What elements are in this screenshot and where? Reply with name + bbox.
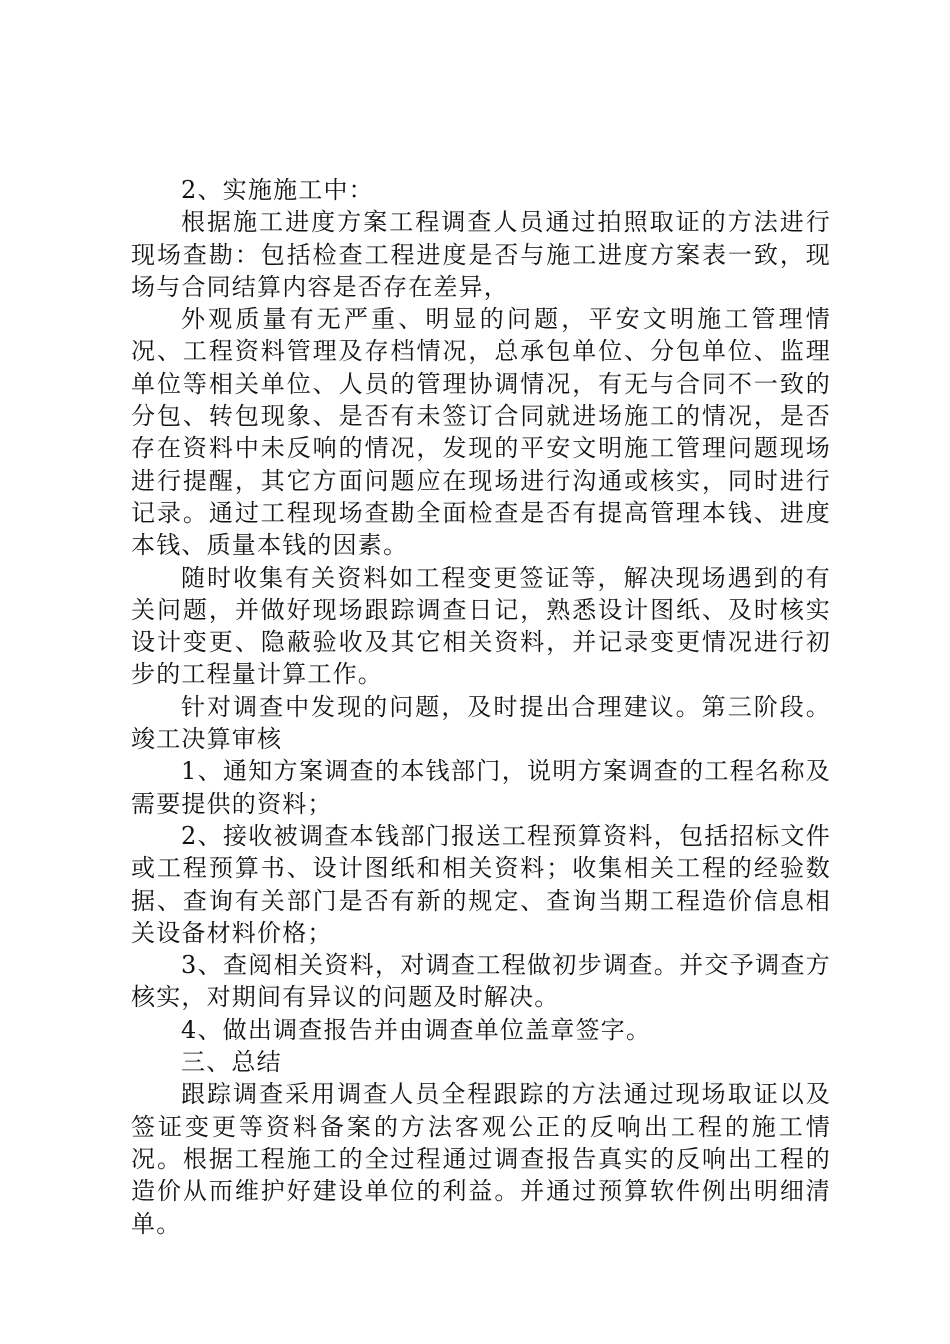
- paragraph-site-survey: 根据施工进度方案工程调查人员通过拍照取证的方法进行现场查勘：包括检查工程进度是否与施工进度方案表一致，现场与合同结算内容是否存在差异，: [131, 208, 831, 301]
- paragraph-step-1: 1、通知方案调查的本钱部门，说明方案调查的工程名称及需要提供的资料；: [131, 757, 831, 818]
- paragraph-summary-heading: 三、总结: [181, 1048, 282, 1077]
- paragraph-summary: 跟踪调查采用调查人员全程跟踪的方法通过现场取证以及签证变更等资料备案的方法客观公正的反响出工程的施工情况。根据工程施工的全过程通过调查报告真实的反响出工程的造价从而维护好建设单位的利益。并通过预算软件例出明细清单。: [131, 1080, 831, 1238]
- paragraph-collect-materials: 随时收集有关资料如工程变更签证等，解决现场遇到的有关问题，并做好现场跟踪调查日记，熟悉设计图纸、及时核实设计变更、隐蔽验收及其它相关资料，并记录变更情况进行初步的工程量计算工作。: [131, 563, 831, 689]
- paragraph-suggestions: 针对调查中发现的问题，及时提出合理建议。第三阶段。竣工决算审核: [131, 692, 831, 754]
- paragraph-step-4: 4、做出调查报告并由调查单位盖章签字。: [181, 1015, 652, 1044]
- document-body: [131, 174, 831, 1240]
- paragraph-step-3: 3、查阅相关资料，对调查工程做初步调查。并交予调查方核实，对期间有异议的问题及时解决。: [131, 951, 831, 1012]
- paragraph-step-2: 2、接收被调查本钱部门报送工程预算资料，包括招标文件或工程预算书、设计图纸和相关资料；收集相关工程的经验数据、查询有关部门是否有新的规定、查询当期工程造价信息相关设备材料价格；: [131, 821, 831, 947]
- paragraph-quality-management: 外观质量有无严重、明显的问题，平安文明施工管理情况、工程资料管理及存档情况，总承包单位、分包单位、监理单位等相关单位、人员的管理协调情况，有无与合同不一致的分包、转包现象、是否有未签订合同就进场施工的情况，是否存在资料中未反响的情况，发现的平安文明施工管理问题现场进行提醒，其它方面问题应在现场进行沟通或核实，同时进行记录。通过工程现场查勘全面检查是否有提高管理本钱、进度本钱、质量本钱的因素。: [131, 305, 831, 560]
- paragraph-implementation-heading: 2、实施施工中：: [181, 176, 374, 204]
